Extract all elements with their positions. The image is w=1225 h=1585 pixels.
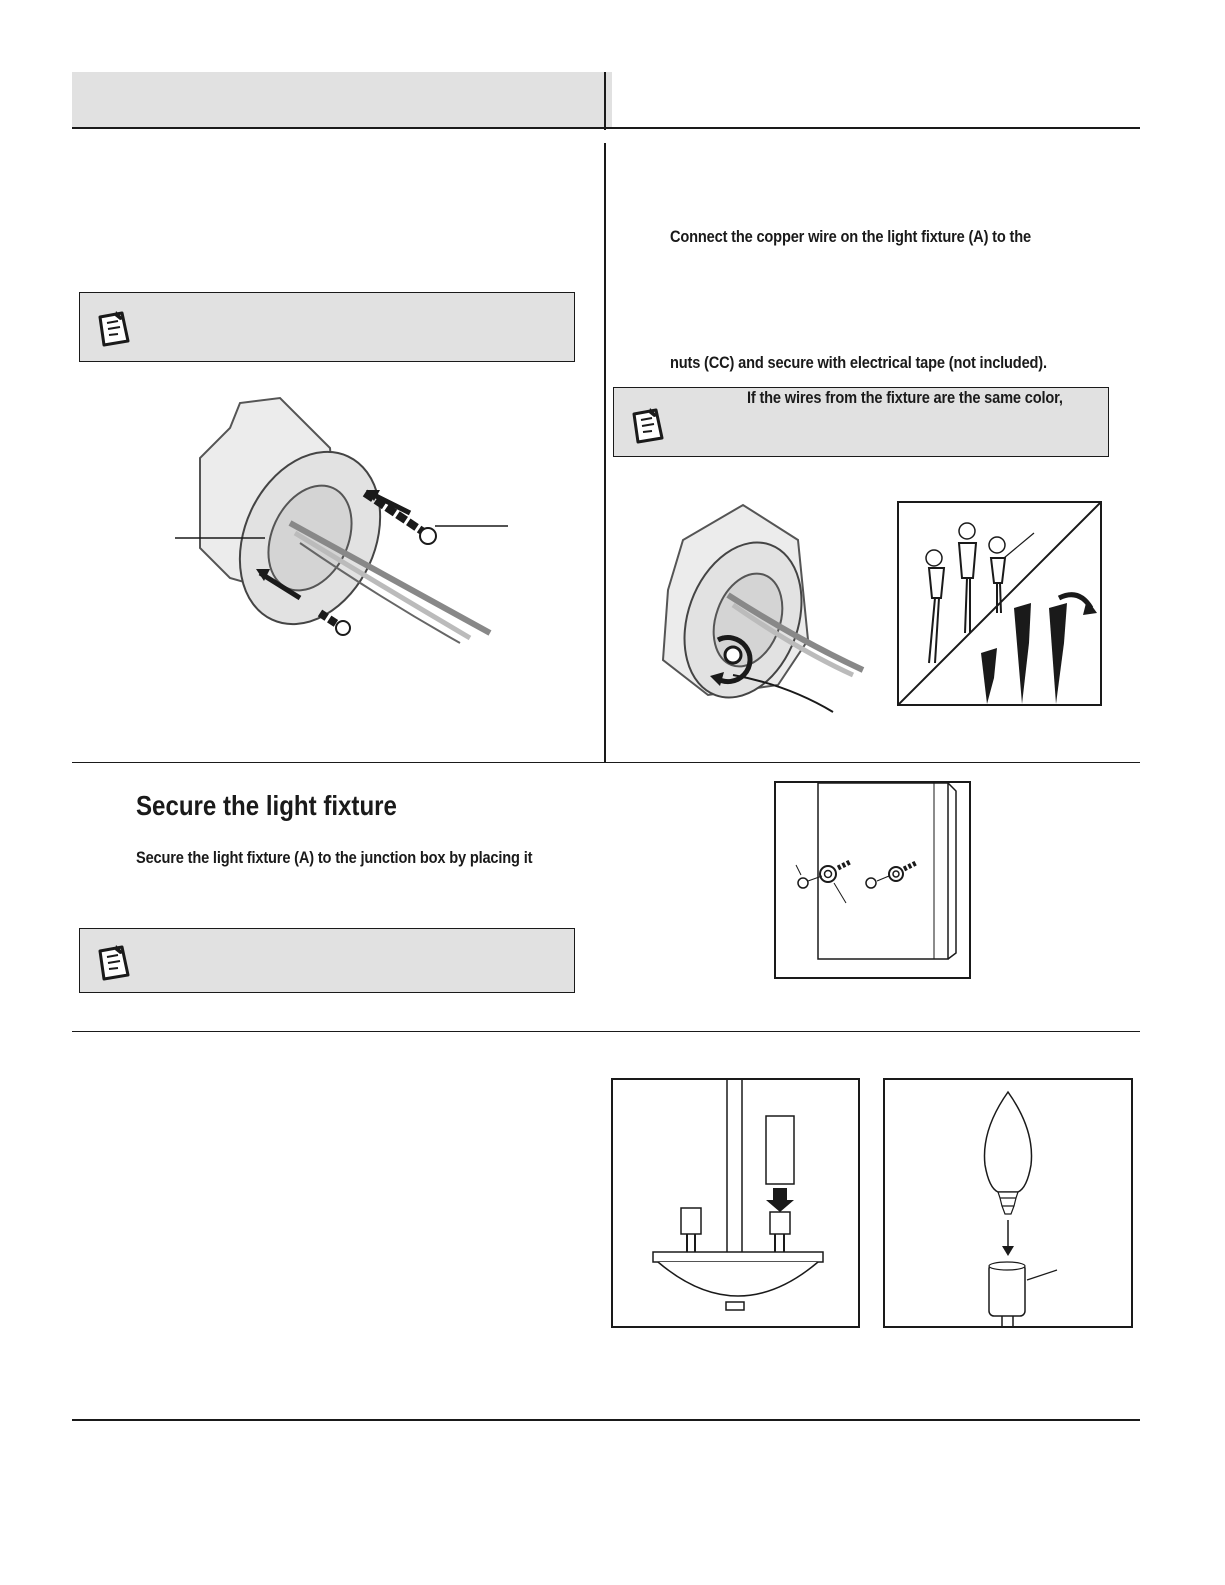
socket-sleeve-illustration	[613, 1080, 858, 1326]
step2-note-text: If the wires from the fixture are the same color,	[747, 388, 1063, 407]
note-pushpin-icon	[94, 941, 134, 981]
socket-sleeve-illustration-frame	[611, 1078, 860, 1328]
bulb-install-illustration	[885, 1080, 1131, 1326]
column-divider	[604, 143, 606, 763]
wire-nut-illustration-frame	[897, 501, 1102, 706]
mounting-bracket-illustration	[170, 298, 515, 648]
fixture-screw-illustration	[776, 783, 969, 977]
step2-note-box	[613, 387, 1109, 457]
header-gray-band	[72, 72, 612, 128]
header-rule	[72, 127, 1140, 129]
step3-note-box	[79, 928, 575, 993]
footer-rule	[72, 1419, 1140, 1421]
step2-text-line-1: Connect the copper wire on the light fixture (A) to the	[670, 227, 1031, 246]
section-rule-2	[72, 1031, 1140, 1032]
note-pushpin-icon	[94, 307, 134, 347]
section-rule-1	[72, 762, 1140, 763]
header-divider	[604, 72, 606, 130]
note-pushpin-icon	[628, 404, 668, 444]
fixture-screw-illustration-frame	[774, 781, 971, 979]
wire-nut-illustration	[899, 503, 1100, 704]
step3-title: Secure the light fixture	[136, 790, 397, 821]
bulb-install-illustration-frame	[883, 1078, 1133, 1328]
ground-wire-illustration	[648, 500, 870, 720]
step3-text: Secure the light fixture (A) to the junction box by placing it	[136, 848, 533, 867]
step2-text-line-2: nuts (CC) and secure with electrical tape (not included).	[670, 353, 1047, 372]
